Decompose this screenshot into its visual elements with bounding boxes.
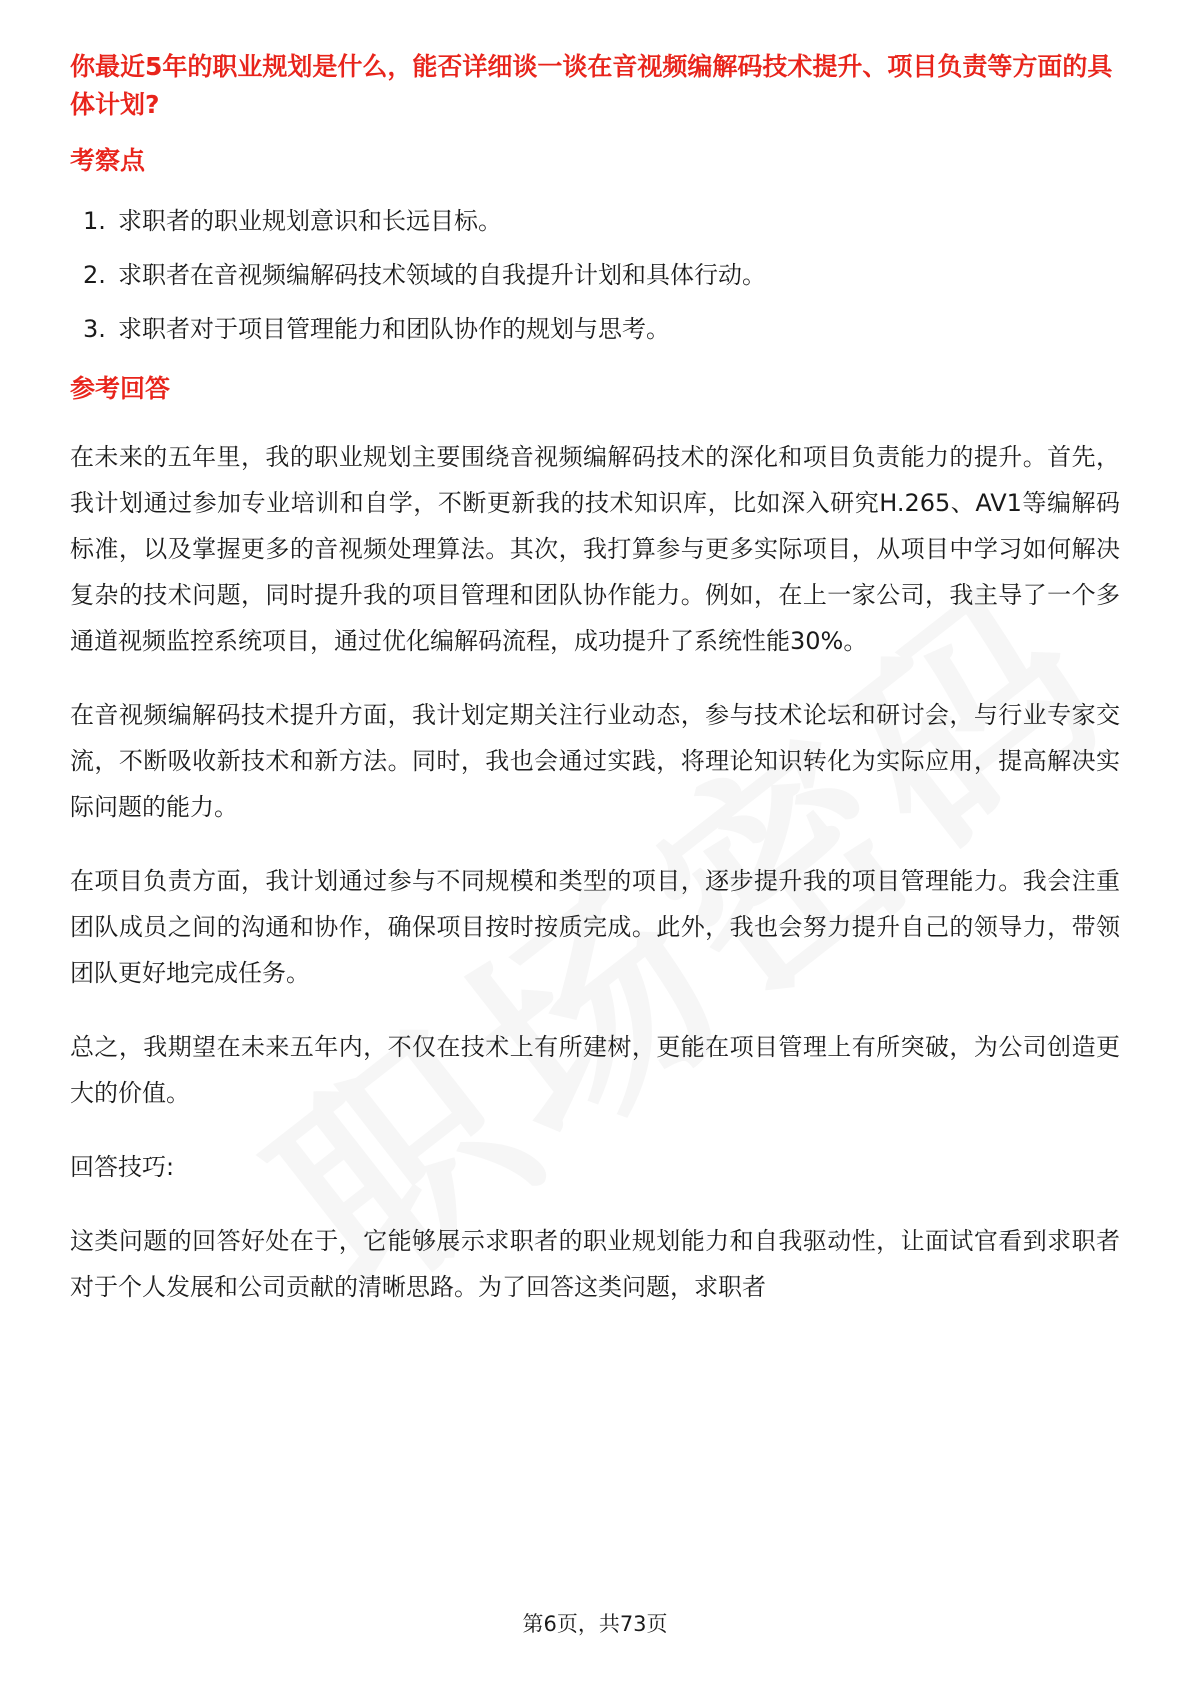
answer-paragraph: 总之，我期望在未来五年内，不仅在技术上有所建树，更能在项目管理上有所突破，为公司创造更大的价值。	[70, 1033, 1120, 1107]
list-number: 1.	[83, 207, 106, 235]
list-text: 求职者的职业规划意识和长远目标。	[118, 207, 502, 235]
list-number: 3.	[83, 315, 106, 343]
answer-paragraph: 在未来的五年里，我的职业规划主要围绕音视频编解码技术的深化和项目负责能力的提升。首先，我计划通过参加专业培训和自学，不断更新我的技术知识库，比如深入研究H.265、AV1等编解码标准，以及掌握更多的音视频处理算法。其次，我打算参与更多实际项目，从项目中学习如何解决复杂的技术问题，同时提升我的项目管理和团队协作能力。例如，在上一家公司，我主导了一个多通道视频监控系统项目，通过优化编解码流程，成功提升了系统性能30%。	[70, 443, 1120, 655]
page-number: 第6页，共73页	[522, 1612, 668, 1636]
focus-list	[70, 202, 1120, 348]
list-number: 2.	[83, 261, 106, 289]
list-text: 求职者对于项目管理能力和团队协作的规划与思考。	[118, 315, 670, 343]
answer-paragraph: 在项目负责方面，我计划通过参与不同规模和类型的项目，逐步提升我的项目管理能力。我会注重团队成员之间的沟通和协作，确保项目按时按质完成。此外，我也会努力提升自己的领导力，带领团队更好地完成任务。	[70, 867, 1120, 987]
list-item	[70, 202, 1120, 240]
list-text: 求职者在音视频编解码技术领域的自我提升计划和具体行动。	[118, 261, 766, 289]
document-page	[70, 48, 1120, 1310]
focus-heading: 考察点	[70, 146, 146, 175]
question-title: 你最近5年的职业规划是什么，能否详细谈一谈在音视频编解码技术提升、项目负责等方面的具体计划?	[70, 52, 1113, 119]
list-item	[70, 256, 1120, 294]
answer-paragraph: 在音视频编解码技术提升方面，我计划定期关注行业动态，参与技术论坛和研讨会，与行业专家交流，不断吸收新技术和新方法。同时，我也会通过实践，将理论知识转化为实际应用，提高解决实际问题的能力。	[70, 701, 1120, 821]
tips-heading: 回答技巧:	[70, 1153, 175, 1181]
answer-heading: 参考回答	[70, 374, 171, 403]
list-item	[70, 310, 1120, 348]
tips-paragraph: 这类问题的回答好处在于，它能够展示求职者的职业规划能力和自我驱动性，让面试官看到求职者对于个人发展和公司贡献的清晰思路。为了回答这类问题，求职者	[70, 1227, 1120, 1301]
